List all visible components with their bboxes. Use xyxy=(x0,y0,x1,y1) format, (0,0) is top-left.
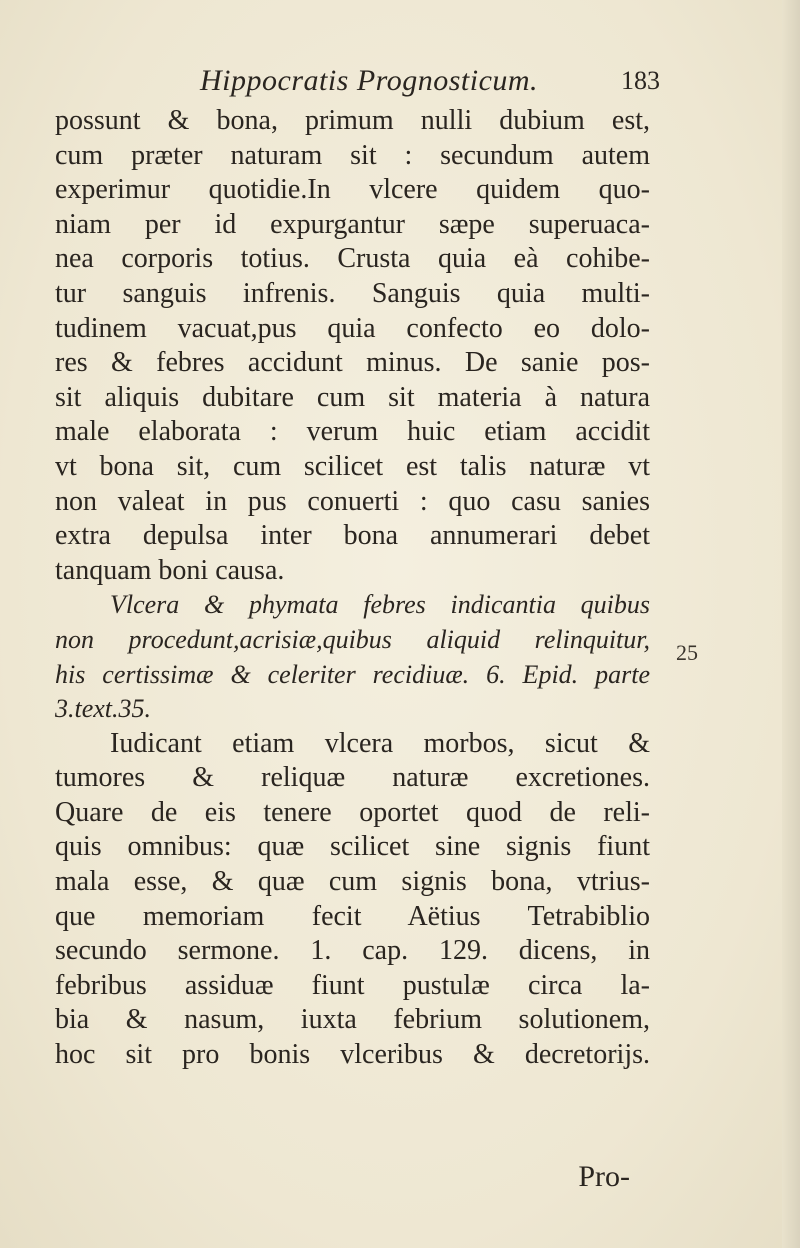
quote-citation: 3.text.35. xyxy=(55,694,152,724)
text-line: quis omnibus: quæ scilicet sine signis fiunt xyxy=(55,831,650,863)
text-line: tur sanguis infrenis. Sanguis quia multi- xyxy=(55,277,650,309)
paragraph-2 xyxy=(55,727,650,1073)
text-line: possunt & bona, primum nulli dubium est, xyxy=(55,105,650,136)
quote-line: his certissimæ & celeriter recidiuæ. 6. Epid. parte xyxy=(55,659,650,689)
text-line: nea corporis totius. Crusta quia eà cohibe- xyxy=(55,243,650,275)
text-line: non valeat in pus conuerti : quo casu sanies xyxy=(55,485,650,517)
text-line: male elaborata : verum huic etiam accidit xyxy=(55,416,650,448)
running-title: Hippocratis Prognosticum. xyxy=(200,64,539,97)
text-line: febribus assiduæ fiunt pustulæ circa la- xyxy=(55,969,650,1001)
text-line: hoc sit pro bonis vlceribus & decretorijs. xyxy=(55,1039,650,1071)
marginal-number: 25 xyxy=(676,640,698,665)
text-line: vt bona sit, cum scilicet est talis naturæ vt xyxy=(55,450,650,482)
page-header xyxy=(200,64,660,104)
text-line: niam per id expurgantur sæpe superuaca- xyxy=(55,208,650,240)
page-number: 183 xyxy=(621,66,660,95)
page-edge xyxy=(782,0,800,1248)
quote-line: non procedunt,acrisiæ,quibus aliquid relinquitur, xyxy=(55,624,650,654)
text-line: Iudicant etiam vlcera morbos, sicut & xyxy=(110,727,650,759)
text-line: mala esse, & quæ cum signis bona, vtrius- xyxy=(55,866,650,898)
text-line: bia & nasum, iuxta febrium solutionem, xyxy=(55,1004,650,1036)
text-line: extra depulsa inter bona annumerari debet xyxy=(55,520,650,552)
text-line: Quare de eis tenere oportet quod de reli- xyxy=(55,796,650,828)
quote-line: Vlcera & phymata febres indicantia quibus xyxy=(110,590,650,620)
text-line: secundo sermone. 1. cap. 129. dicens, in xyxy=(55,935,650,967)
aphorism-quote xyxy=(55,588,650,726)
text-line: res & febres accidunt minus. De sanie pos- xyxy=(55,347,650,379)
text-line: tumores & reliquæ naturæ excretiones. xyxy=(55,762,650,794)
main-text xyxy=(55,104,650,1073)
text-line: que memoriam fecit Aëtius Tetrabiblio xyxy=(55,900,650,932)
text-line: tanquam boni causa. xyxy=(55,554,285,586)
text-line: sit aliquis dubitare cum sit materia à natura xyxy=(55,381,650,413)
paragraph-1 xyxy=(55,104,650,588)
catchword: Pro- xyxy=(578,1160,630,1193)
text-line: cum præter naturam sit : secundum autem xyxy=(55,139,650,171)
text-line: tudinem vacuat,pus quia confecto eo dolo- xyxy=(55,312,650,344)
text-line: experimur quotidie.In vlcere quidem quo- xyxy=(55,174,650,206)
